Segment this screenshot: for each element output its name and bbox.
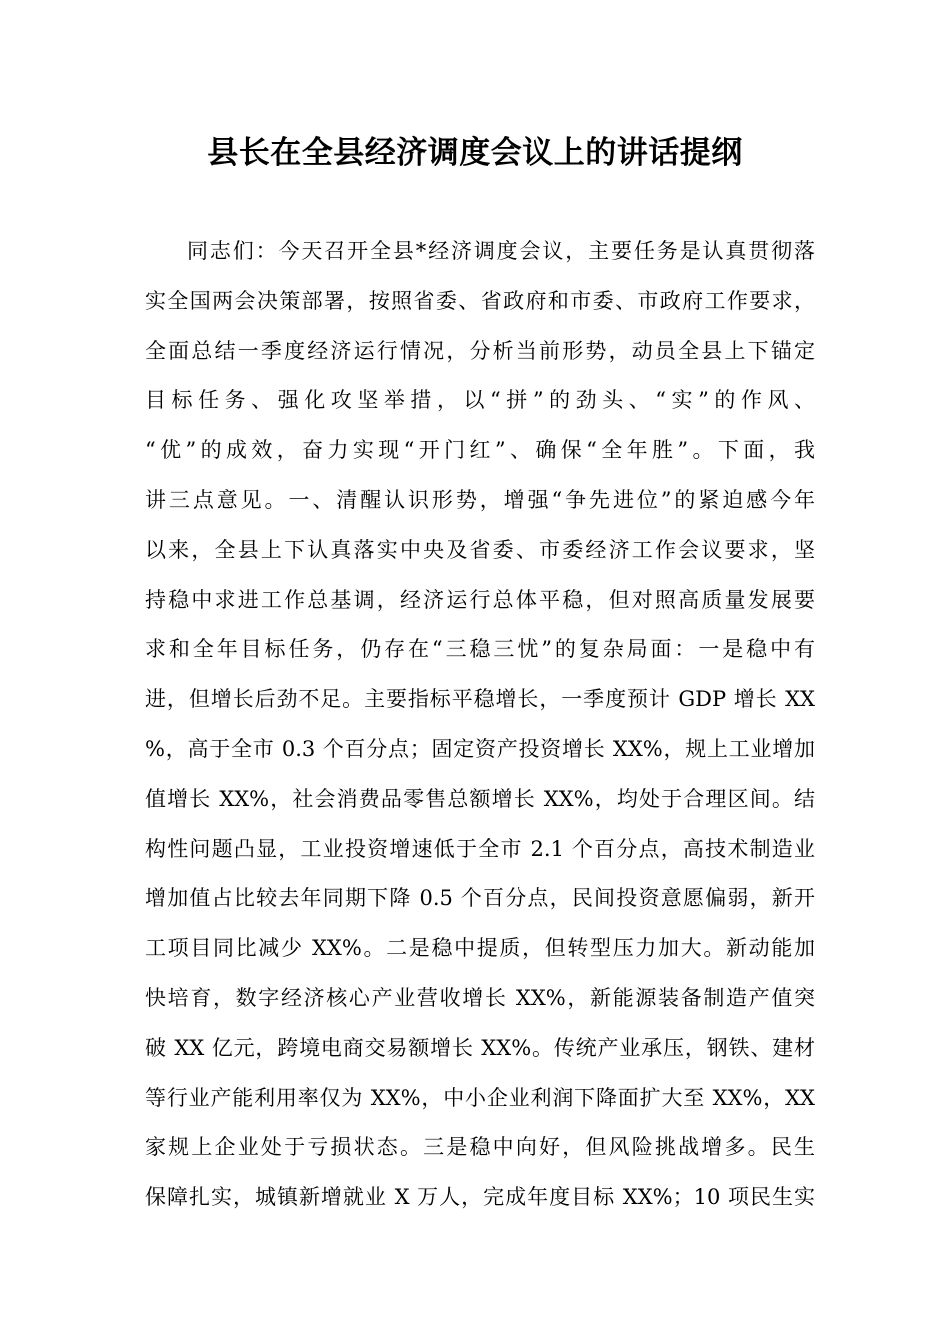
body-line: 家规上企业处于亏损状态。三是稳中向好，但风险挑战增多。民生 bbox=[145, 1135, 815, 1160]
body-line: 值增长 XX%，社会消费品零售总额增长 XX%，均处于合理区间。结 bbox=[145, 786, 815, 811]
document-title: 县长在全县经济调度会议上的讲话提纲 bbox=[207, 135, 743, 171]
body-line: 破 XX 亿元，跨境电商交易额增长 XX%。传统产业承压，钢铁、建材 bbox=[145, 1035, 815, 1060]
body-line: 实全国两会决策部署，按照省委、省政府和市委、市政府工作要求， bbox=[145, 288, 815, 313]
body-line: “优”的成效，奋力实现“开门红”、确保“全年胜”。下面，我 bbox=[145, 438, 815, 463]
body-line: 增加值占比较去年同期下降 0.5 个百分点，民间投资意愿偏弱，新开 bbox=[145, 886, 815, 911]
body-line: 讲三点意见。一、清醒认识形势，增强“争先进位”的紧迫感今年 bbox=[145, 487, 815, 512]
body-line: 快培育，数字经济核心产业营收增长 XX%，新能源装备制造产值突 bbox=[145, 985, 815, 1010]
body-line: 等行业产能利用率仅为 XX%，中小企业利润下降面扩大至 XX%，XX bbox=[145, 1085, 815, 1110]
body-line: 工项目同比减少 XX%。二是稳中提质，但转型压力加大。新动能加 bbox=[145, 936, 815, 961]
document-body bbox=[145, 227, 815, 1223]
body-line: 保障扎实，城镇新增就业 X 万人，完成年度目标 XX%；10 项民生实 bbox=[145, 1185, 815, 1210]
body-line: 同志们：今天召开全县*经济调度会议，主要任务是认真贯彻落 bbox=[187, 239, 815, 263]
body-line: 目标任务、强化攻坚举措，以“拼”的劲头、“实”的作风、 bbox=[145, 388, 815, 413]
body-line: 求和全年目标任务，仍存在“三稳三忧”的复杂局面：一是稳中有 bbox=[145, 637, 815, 662]
body-line: 全面总结一季度经济运行情况，分析当前形势，动员全县上下锚定 bbox=[145, 338, 815, 363]
body-line: 构性问题凸显，工业投资增速低于全市 2.1 个百分点，高技术制造业 bbox=[145, 836, 815, 861]
body-line: %，高于全市 0.3 个百分点；固定资产投资增长 XX%，规上工业增加 bbox=[145, 736, 815, 761]
body-line: 以来，全县上下认真落实中央及省委、市委经济工作会议要求，坚 bbox=[145, 537, 815, 562]
body-line: 持稳中求进工作总基调，经济运行总体平稳，但对照高质量发展要 bbox=[145, 587, 815, 612]
body-line: 进，但增长后劲不足。主要指标平稳增长，一季度预计 GDP 增长 XX bbox=[145, 687, 815, 712]
